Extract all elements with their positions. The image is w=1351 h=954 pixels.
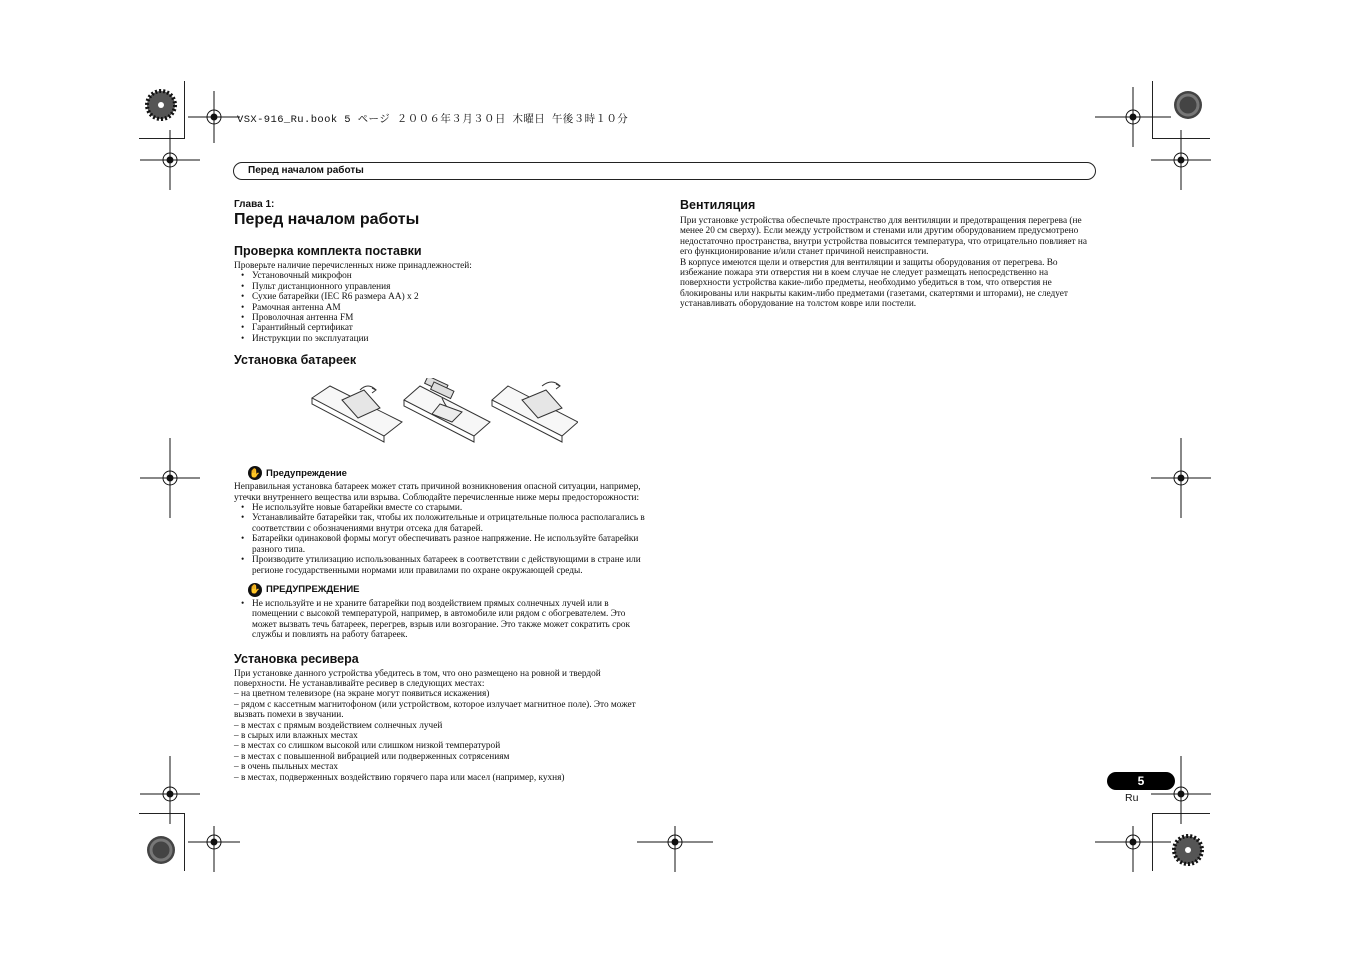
file-header: VSX-916_Ru.book 5 ページ ２００６年３月３０日 木曜日 午後３時１０分 [237,114,629,126]
registration-target-icon [140,130,200,190]
list-item: • Не используйте новые батарейки вместе со старыми. [234,503,652,513]
list-item: • Производите утилизацию использованных батареек в соответствии с действующими в стране или регионе государственными нормами или правилами по охране окружающей среды. [234,555,652,576]
starburst-target-icon [147,836,175,864]
hand-warning-icon: ✋ [248,466,262,480]
left-column [234,199,652,783]
list-item: • Батарейки одинаковой формы могут обеспечивать разное напряжение. Не используйте батарейки разного типа. [234,534,652,555]
registration-target-icon [1151,756,1211,824]
list-item: • Устанавливайте батарейки так, чтобы их положительные и отрицательные полюса располагались в соответствии с обозначениями внутри отсека для батарей. [234,513,652,534]
warning-label: ПРЕДУПРЕЖДЕНИЕ [266,584,360,596]
page-number: 5 [1107,772,1175,790]
running-header-bar [233,162,1096,180]
caution-header [248,466,652,480]
registration-target-icon [1151,438,1211,518]
registration-target-icon [140,756,200,824]
battery-installation-illustration [306,378,578,460]
registration-target-icon [188,826,240,872]
receiver-heading: Установка ресивера [234,651,359,666]
ventilation-paragraph-1: При установке устройства обеспечьте пространство для вентиляции и предотвращения перегрева (не менее 20 см сверху). Если между устройством и стенами или другим оборудованием предусмотрено недостаточно пространства, внутри устройства повысится температура, что отрицательно повлияет на его функционирование и/или станет причиной неисправности. [680,216,1087,258]
placement-list [234,689,652,783]
list-item: • Инструкции по эксплуатации [234,334,652,344]
registration-target-icon [188,91,240,143]
warning-header [248,583,652,597]
list-item: • Проволочная антенна FM [234,313,652,323]
hand-warning-icon: ✋ [248,583,262,597]
list-item: – в сырых или влажных местах [234,730,358,741]
registration-target-icon [637,826,713,872]
caution-label: Предупреждение [266,467,347,479]
receiver-intro: При установке данного устройства убедитесь в том, что оно размещено на ровной и твердой поверхности. Не устанавливайте ресивер в следующих местах: [234,668,601,689]
list-item: • Гарантийный сертификат [234,323,652,333]
accessories-list [234,271,652,344]
registration-target-icon [140,438,200,518]
list-item: – в местах с повышенной вибрацией или подверженных сотрясениям [234,751,510,762]
chapter-title: Перед началом работы [234,211,420,228]
list-item: – в очень пыльных местах [234,762,339,773]
ventilation-heading: Вентиляция [680,198,756,212]
registration-target-icon [1151,130,1211,190]
list-item: – в местах, подверженных воздействию горячего пара или масел (например, кухня) [234,772,565,783]
right-column [680,197,1098,310]
starburst-target-icon [1174,836,1202,864]
list-item: – в местах со слишком высокой или слишком низкой температурой [234,741,501,752]
language-code: Ru [1125,792,1139,804]
checking-heading: Проверка комплекта поставки [234,244,422,258]
registration-target-icon [1095,826,1171,872]
list-item: • Установочный микрофон [234,271,652,281]
list-item: – рядом с кассетным магнитофоном (или устройством, которое излучает магнитное поле). Это может вызвать помехи в звучании. [234,699,636,721]
ventilation-paragraph-2: В корпусе имеются щели и отверстия для вентиляции и защиты оборудования от перегрева. Во избежание пожара эти отверстия ни в коем случае не следует размещать непосредственно на поверхности устройства какие-либо предметы, необходимо убедиться в том, что отверстия не блокированы или накрыты каким-либо предметами (газетами, скатертями и шторами), не следует устанавливать оборудование на толстом ковре или постели. [680,257,1068,310]
warning-list [234,599,652,641]
starburst-target-icon [1174,91,1202,119]
list-item: – в местах с прямым воздействием солнечных лучей [234,720,443,731]
list-item: – на цветном телевизоре (на экране могут появиться искажения) [234,689,490,700]
starburst-target-icon [147,91,175,119]
list-item: • Не используйте и не храните батарейки под воздействием прямых солнечных лучей или в помещении с высокой температурой, например, в автомобиле или рядом с обогревателем. Это может вызвать течь батареек, перегрев, взрыв или возгорание. Это также может сократить срок службы и повлиять на работу батареек. [234,599,652,641]
list-item: • Пульт дистанционного управления [234,282,652,292]
registration-target-icon [1095,87,1171,147]
list-item: • Рамочная антенна AM [234,303,652,313]
list-item: • Сухие батарейки (IEC R6 размера AA) x 2 [234,292,652,302]
running-header-title: Перед началом работы [248,165,364,176]
batteries-heading: Установка батареек [234,353,357,368]
checking-intro: Проверьте наличие перечисленных ниже принадлежностей: [234,261,472,271]
caution-list [234,503,652,576]
caution-text: Неправильная установка батареек может стать причиной возникновения опасной ситуации, например, утечки внутреннего вещества или взрыва. Соблюдайте перечисленные ниже меры предосторожности: [234,482,641,503]
chapter-label: Глава 1: [234,199,275,210]
